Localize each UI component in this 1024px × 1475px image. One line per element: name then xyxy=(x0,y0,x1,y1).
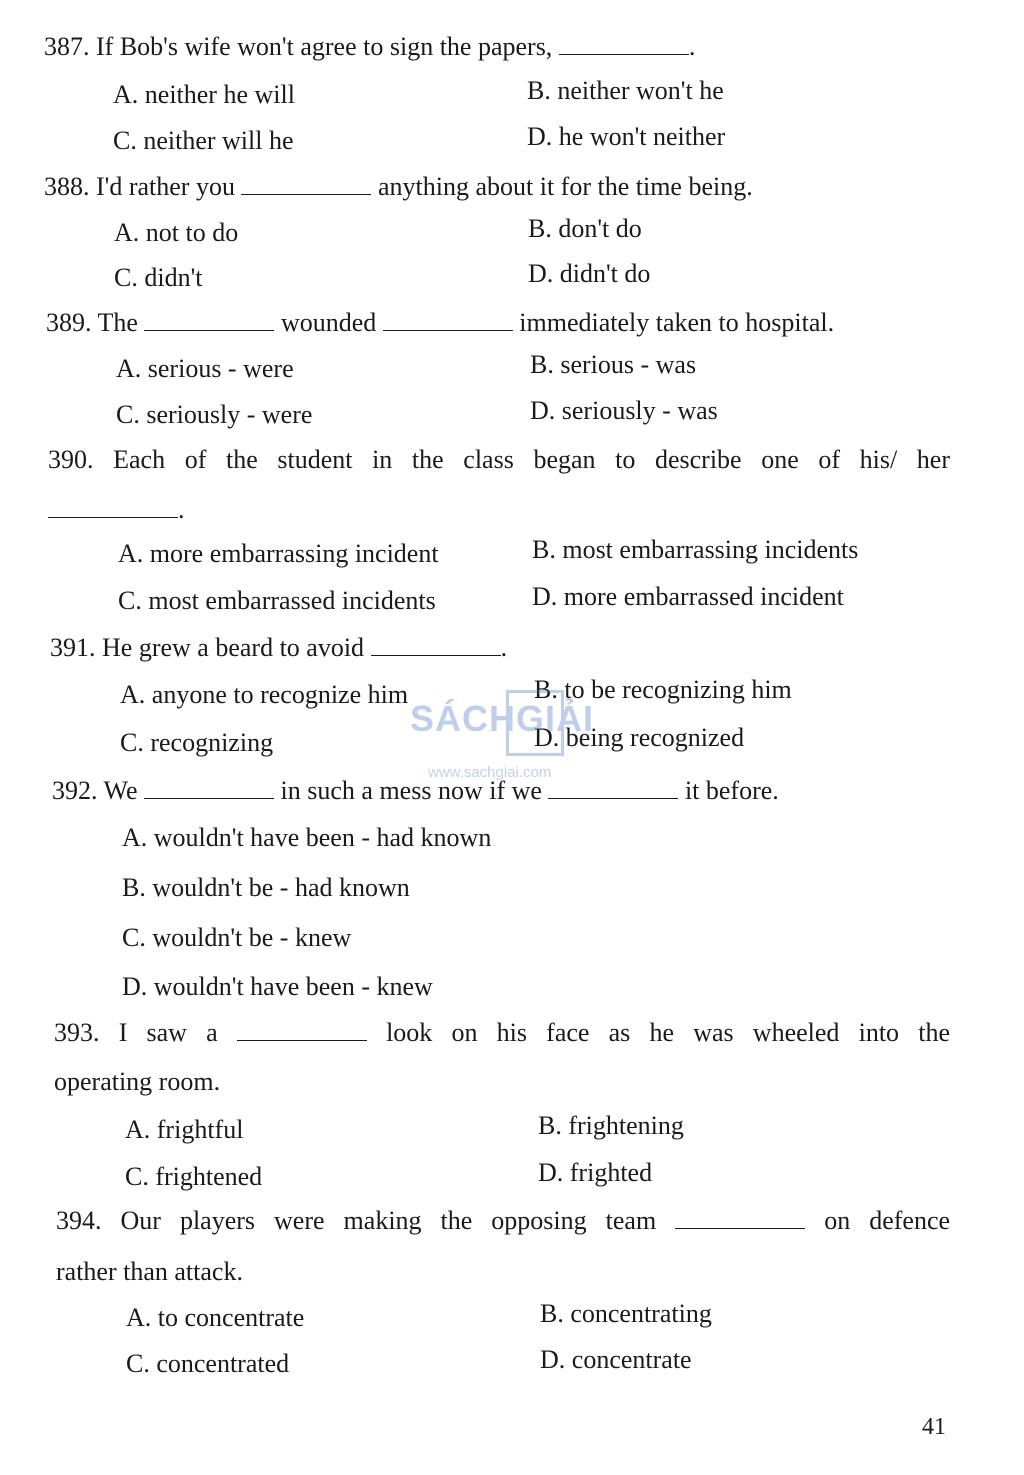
watermark-brand: SÁCHGIẢI xyxy=(410,698,595,739)
option-d: D. concentrate xyxy=(540,1345,692,1374)
option-a: A. frightful xyxy=(125,1115,244,1144)
option-a: A. wouldn't have been - had known xyxy=(122,823,492,852)
answer-blank xyxy=(383,308,513,331)
question-number: 393. xyxy=(54,1018,100,1047)
option-d: D. more embarrassed incident xyxy=(532,582,844,611)
question-393 xyxy=(54,1017,950,1049)
question-number: 389. xyxy=(46,308,92,337)
option-d: D. didn't do xyxy=(528,259,651,288)
option-c: C. recognizing xyxy=(120,728,274,757)
answer-blank xyxy=(241,172,371,195)
question-text: look on his face as he was wheeled into the xyxy=(386,1018,951,1047)
question-text: wounded xyxy=(280,308,377,337)
option-a: A. neither he will xyxy=(113,80,295,109)
option-c: C. didn't xyxy=(114,263,203,292)
question-text: I'd rather you xyxy=(96,172,235,201)
option-a: A. anyone to recognize him xyxy=(120,680,409,709)
option-b: B. don't do xyxy=(528,214,642,243)
answer-blank xyxy=(48,495,178,518)
question-number: 392. xyxy=(52,776,98,805)
question-text: If Bob's wife won't agree to sign the papers, xyxy=(96,32,553,61)
answer-blank xyxy=(144,308,274,331)
option-b: B. to be recognizing him xyxy=(534,675,792,704)
option-b: B. frightening xyxy=(538,1111,684,1140)
answer-blank xyxy=(548,776,678,799)
question-390 xyxy=(48,444,950,476)
option-a: A. more embarrassing incident xyxy=(118,539,439,568)
question-text: Each of the student in the class began to describe one of his/ her xyxy=(113,445,951,474)
option-c: C. neither will he xyxy=(113,126,294,155)
answer-blank xyxy=(371,633,501,656)
option-c: C. most embarrassed incidents xyxy=(118,586,436,615)
answer-blank xyxy=(559,32,689,55)
watermark-url: www.sachgiai.com xyxy=(428,764,552,781)
option-d: D. frighted xyxy=(538,1158,653,1187)
option-b: B. most embarrassing incidents xyxy=(532,535,859,564)
option-d: D. seriously - was xyxy=(530,396,718,425)
answer-blank xyxy=(675,1206,805,1229)
option-b: B. serious - was xyxy=(530,350,697,379)
option-b: B. wouldn't be - had known xyxy=(122,873,410,902)
question-text: immediately taken to hospital. xyxy=(519,308,835,337)
option-d: D. being recognized xyxy=(534,723,745,752)
question-text: He grew a beard to avoid xyxy=(102,633,365,662)
question-388 xyxy=(44,171,753,203)
option-d: D. he won't neither xyxy=(527,122,726,151)
option-d: D. wouldn't have been - knew xyxy=(122,972,433,1001)
question-text: on defence xyxy=(824,1206,951,1235)
option-c: C. wouldn't be - knew xyxy=(122,923,352,952)
page-number: 41 xyxy=(922,1414,946,1440)
question-390-continuation xyxy=(48,494,185,526)
question-text: it before. xyxy=(684,776,779,805)
question-text: in such a mess now if we xyxy=(280,776,542,805)
option-b: B. neither won't he xyxy=(527,76,724,105)
question-text: The xyxy=(97,308,138,337)
answer-blank xyxy=(144,776,274,799)
option-c: C. seriously - were xyxy=(116,400,313,429)
question-text: operating room. xyxy=(54,1067,221,1096)
question-number: 388. xyxy=(44,172,90,201)
question-text: We xyxy=(103,776,138,805)
option-a: A. not to do xyxy=(114,218,239,247)
option-b: B. concentrating xyxy=(540,1299,712,1328)
question-text: anything about it for the time being. xyxy=(377,172,753,201)
question-387 xyxy=(44,31,695,63)
question-text: . xyxy=(500,633,508,662)
question-text: I saw a xyxy=(118,1018,218,1047)
question-number: 394. xyxy=(56,1206,102,1235)
question-394 xyxy=(56,1205,950,1237)
question-392 xyxy=(52,775,779,807)
option-a: A. to concentrate xyxy=(126,1303,305,1332)
question-number: 391. xyxy=(50,633,96,662)
question-text: . xyxy=(178,495,185,524)
answer-blank xyxy=(237,1018,367,1041)
option-c: C. concentrated xyxy=(126,1349,290,1378)
question-text: . xyxy=(688,32,696,61)
option-a: A. serious - were xyxy=(116,354,294,383)
question-text: Our players were making the opposing team xyxy=(120,1206,657,1235)
question-number: 390. xyxy=(48,445,94,474)
question-391 xyxy=(50,632,507,664)
question-389 xyxy=(46,307,834,339)
option-c: C. frightened xyxy=(125,1162,263,1191)
question-text: rather than attack. xyxy=(56,1257,243,1286)
question-number: 387. xyxy=(44,32,90,61)
